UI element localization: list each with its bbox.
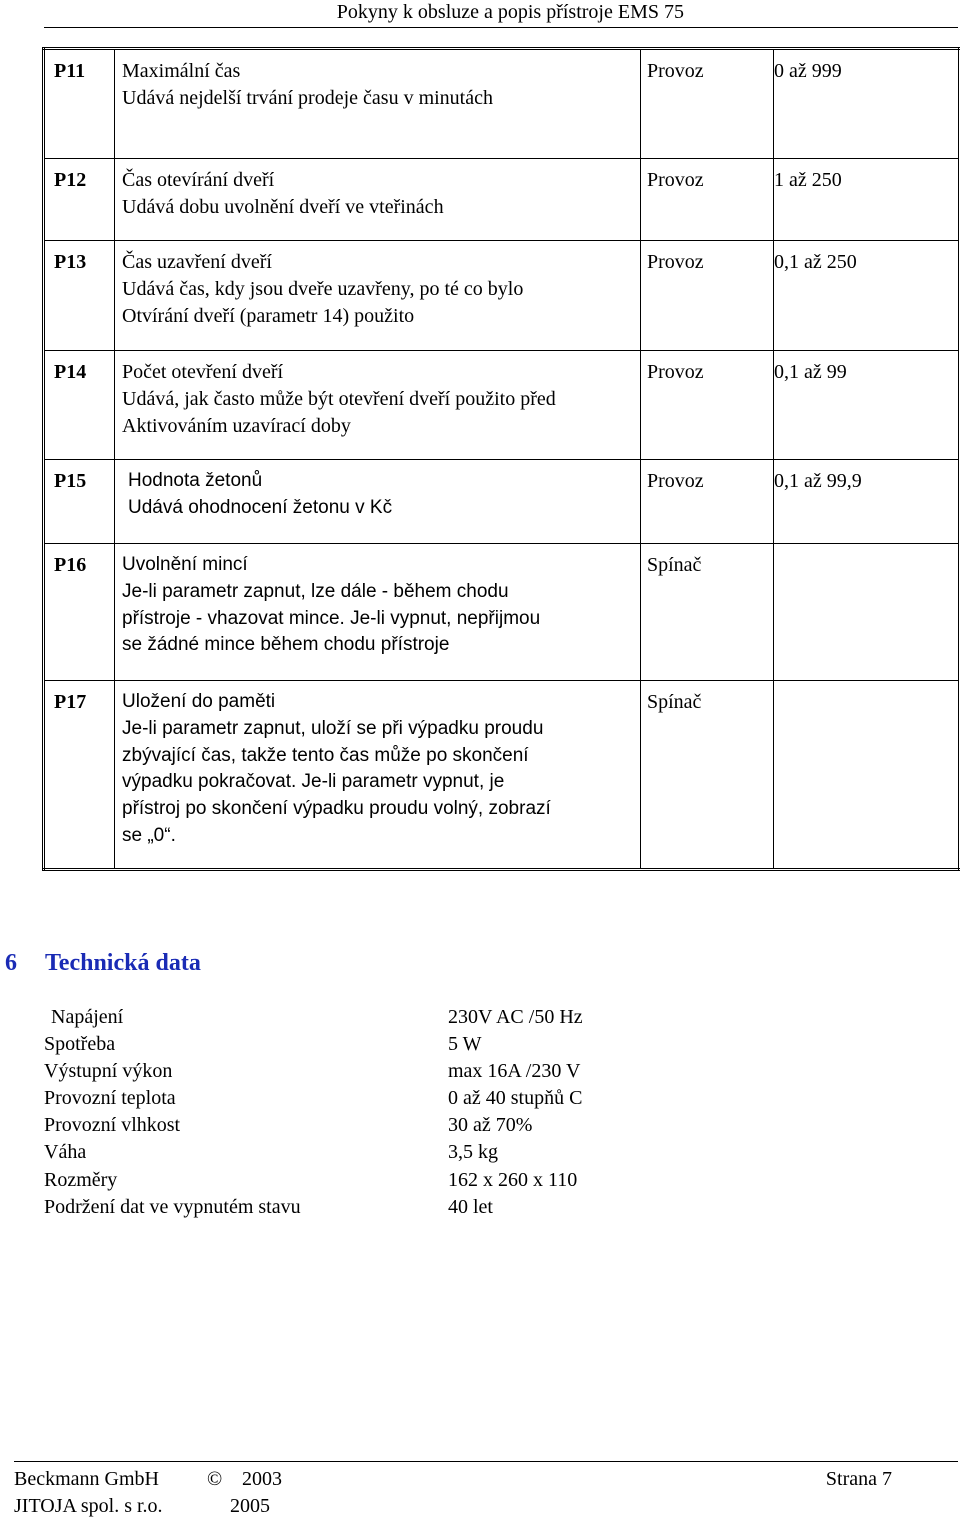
spec-label: Váha — [44, 1141, 87, 1164]
section-heading — [5, 950, 201, 977]
param-range — [774, 544, 960, 681]
param-title: Hodnota žetonů — [128, 470, 263, 491]
param-range: 0,1 až 99,9 — [774, 460, 960, 544]
page-footer — [14, 1466, 892, 1520]
spec-value: max 16A /230 V — [448, 1060, 581, 1083]
table-row — [44, 159, 960, 241]
param-title: Maximální čas — [122, 60, 241, 82]
page-header: Pokyny k obsluze a popis přístroje EMS 75 — [336, 1, 684, 23]
spec-value: 40 let — [448, 1195, 493, 1218]
spec-label: Provozní teplota — [44, 1087, 176, 1110]
spec-value: 3,5 kg — [448, 1141, 498, 1164]
footer-company: JITOJA spol. s r.o. — [14, 1495, 163, 1517]
table-row — [44, 460, 960, 544]
param-range: 0,1 až 250 — [774, 241, 960, 351]
header-divider — [44, 27, 958, 28]
param-code: P12 — [44, 159, 115, 241]
param-code: P15 — [44, 460, 115, 544]
spec-value: 230V AC /50 Hz — [448, 1006, 583, 1028]
param-text: Je-li parametr zapnut, uloží se při výpadku proudu — [122, 717, 544, 739]
footer-divider — [14, 1461, 958, 1462]
param-title: Počet otevření dveří — [122, 361, 284, 383]
param-text: Aktivováním uzavírací doby — [122, 414, 351, 437]
param-code: P17 — [44, 681, 115, 870]
footer-year: 2005 — [230, 1495, 270, 1517]
spec-label: Podržení dat ve vypnutém stavu — [44, 1195, 301, 1218]
param-description — [115, 544, 641, 681]
param-code: P13 — [44, 241, 115, 351]
param-title: Čas otevírání dveří — [122, 169, 275, 191]
parameter-table — [42, 47, 960, 871]
param-range: 0,1 až 99 — [774, 351, 960, 460]
copyright-icon: © — [207, 1468, 223, 1490]
param-code: P11 — [44, 49, 115, 159]
spec-value: 5 W — [448, 1033, 482, 1056]
param-mode: Spínač — [641, 681, 774, 870]
param-description — [115, 681, 641, 870]
param-description — [115, 49, 641, 159]
table-row — [44, 49, 960, 159]
param-range: 0 až 999 — [774, 49, 960, 159]
table-row — [44, 544, 960, 681]
footer-line — [14, 1466, 892, 1493]
spec-value: 0 až 40 stupňů C — [448, 1087, 583, 1110]
param-text: se „0“. — [122, 824, 176, 846]
spec-label: Výstupní výkon — [44, 1060, 173, 1083]
param-text: výpadku pokračovat. Je-li parametr vypnut, je — [122, 771, 505, 793]
param-text: zbývající čas, takže tento čas může po skončení — [122, 744, 529, 766]
footer-company: Beckmann GmbH — [14, 1468, 159, 1490]
param-code: P16 — [44, 544, 115, 681]
param-title: Uvolnění mincí — [122, 554, 248, 575]
param-text: Je-li parametr zapnut, lze dále - během chodu — [122, 580, 509, 602]
table-row — [44, 351, 960, 460]
param-text: se žádné mince během chodu přístroje — [122, 634, 450, 656]
spec-value: 162 x 260 x 110 — [448, 1168, 578, 1191]
param-description — [115, 241, 641, 351]
spec-label: Provozní vlhkost — [44, 1114, 181, 1137]
spec-label: Rozměry — [44, 1168, 118, 1191]
param-mode: Provoz — [641, 241, 774, 351]
param-text: Udává ohodnocení žetonu v Kč — [128, 496, 393, 518]
param-text: Udává čas, kdy jsou dveře uzavřeny, po té co bylo — [122, 277, 524, 300]
param-title: Čas uzavření dveří — [122, 251, 272, 273]
param-text: přístroje - vhazovat mince. Je-li vypnut, nepřijmou — [122, 607, 541, 629]
page-number: Strana 7 — [825, 1468, 892, 1490]
param-mode: Provoz — [641, 351, 774, 460]
param-text: Udává nejdelší trvání prodeje času v minutách — [122, 86, 493, 109]
param-mode: Provoz — [641, 460, 774, 544]
section-number: 6 — [5, 950, 17, 976]
section-title: Technická data — [45, 950, 201, 976]
param-code: P14 — [44, 351, 115, 460]
spec-value: 30 až 70% — [448, 1114, 533, 1137]
param-range: 1 až 250 — [774, 159, 960, 241]
param-range — [774, 681, 960, 870]
param-text: Udává, jak často může být otevření dveří použito před — [122, 387, 556, 410]
param-text: přístroj po skončení výpadku proudu volný, zobrazí — [122, 798, 551, 820]
param-description — [115, 159, 641, 241]
table-row — [44, 241, 960, 351]
param-mode: Spínač — [641, 544, 774, 681]
param-mode: Provoz — [641, 49, 774, 159]
param-text: Udává dobu uvolnění dveří ve vteřinách — [122, 195, 444, 218]
param-text: Otvírání dveří (parametr 14) použito — [122, 304, 415, 327]
table-row — [44, 681, 960, 870]
spec-label: Spotřeba — [44, 1033, 116, 1056]
param-description — [115, 460, 641, 544]
footer-year: 2003 — [242, 1468, 282, 1490]
footer-line — [14, 1493, 892, 1520]
param-title: Uložení do paměti — [122, 691, 276, 712]
spec-label: Napájení — [51, 1006, 124, 1028]
param-description — [115, 351, 641, 460]
param-mode: Provoz — [641, 159, 774, 241]
